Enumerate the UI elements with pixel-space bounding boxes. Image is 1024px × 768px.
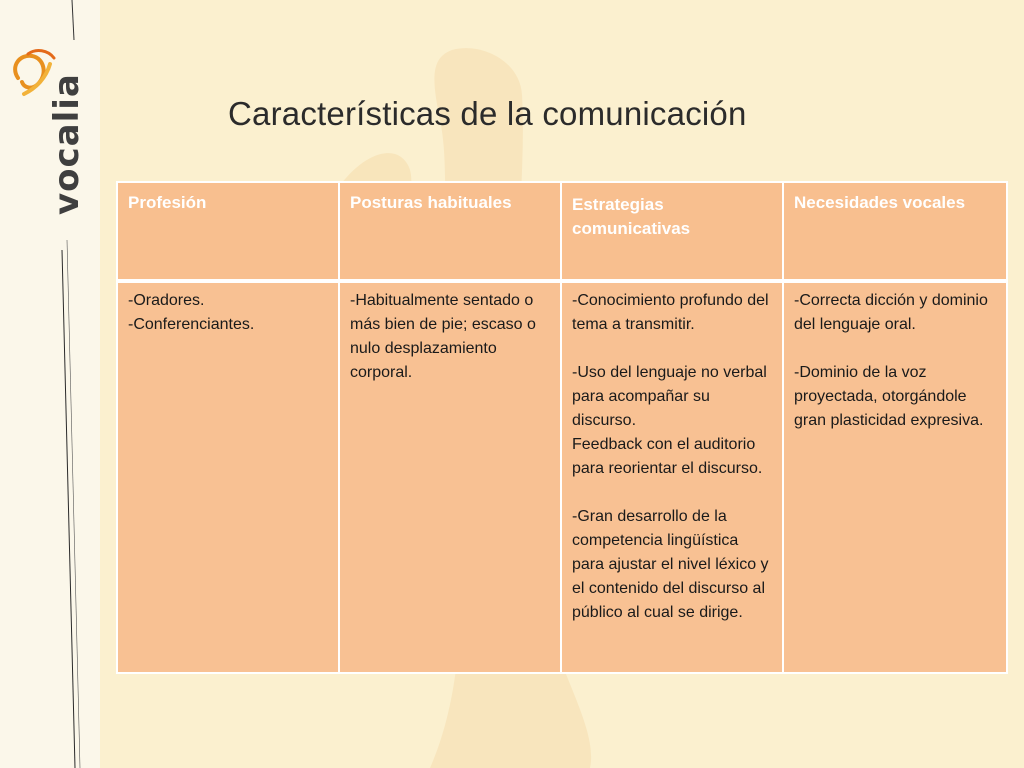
cell-paragraph: -Dominio de la voz proyectada, otorgándole gran plasticidad expresiva. — [794, 364, 984, 429]
cell-necesidades — [783, 281, 1007, 673]
cell-text: -Oradores. -Conferenciantes. — [128, 292, 255, 333]
header-estrategias: Estrategias comunicativas — [561, 182, 783, 281]
decorative-line — [72, 0, 74, 40]
table-header-row — [117, 182, 1007, 281]
cell-text: -Habitualmente sentado o más bien de pie; escaso o nulo desplazamiento corporal. — [350, 292, 536, 381]
cell-paragraph: -Gran desarrollo de la competencia lingüística para ajustar el nivel léxico y el contenido del discurso al público al cual se dirige. — [572, 508, 769, 621]
logo-text: vocalia — [47, 73, 87, 215]
header-necesidades: Necesidades vocales — [783, 182, 1007, 281]
cell-profesion — [117, 281, 339, 673]
characteristics-table — [116, 181, 1008, 674]
cell-paragraph: -Correcta dicción y dominio del lenguaje oral. — [794, 292, 988, 333]
cell-posturas — [339, 281, 561, 673]
cell-paragraph: -Conocimiento profundo del tema a transmitir. — [572, 292, 769, 333]
slide-title: Características de la comunicación — [228, 95, 747, 132]
cell-paragraph: -Uso del lenguaje no verbal para acompañar su discurso. Feedback con el auditorio para reorientar el discurso. — [572, 364, 767, 477]
header-profesion: Profesión — [117, 182, 339, 281]
table-row — [117, 281, 1007, 673]
header-posturas: Posturas habituales — [339, 182, 561, 281]
decorative-line — [62, 250, 75, 768]
cell-estrategias — [561, 281, 783, 673]
